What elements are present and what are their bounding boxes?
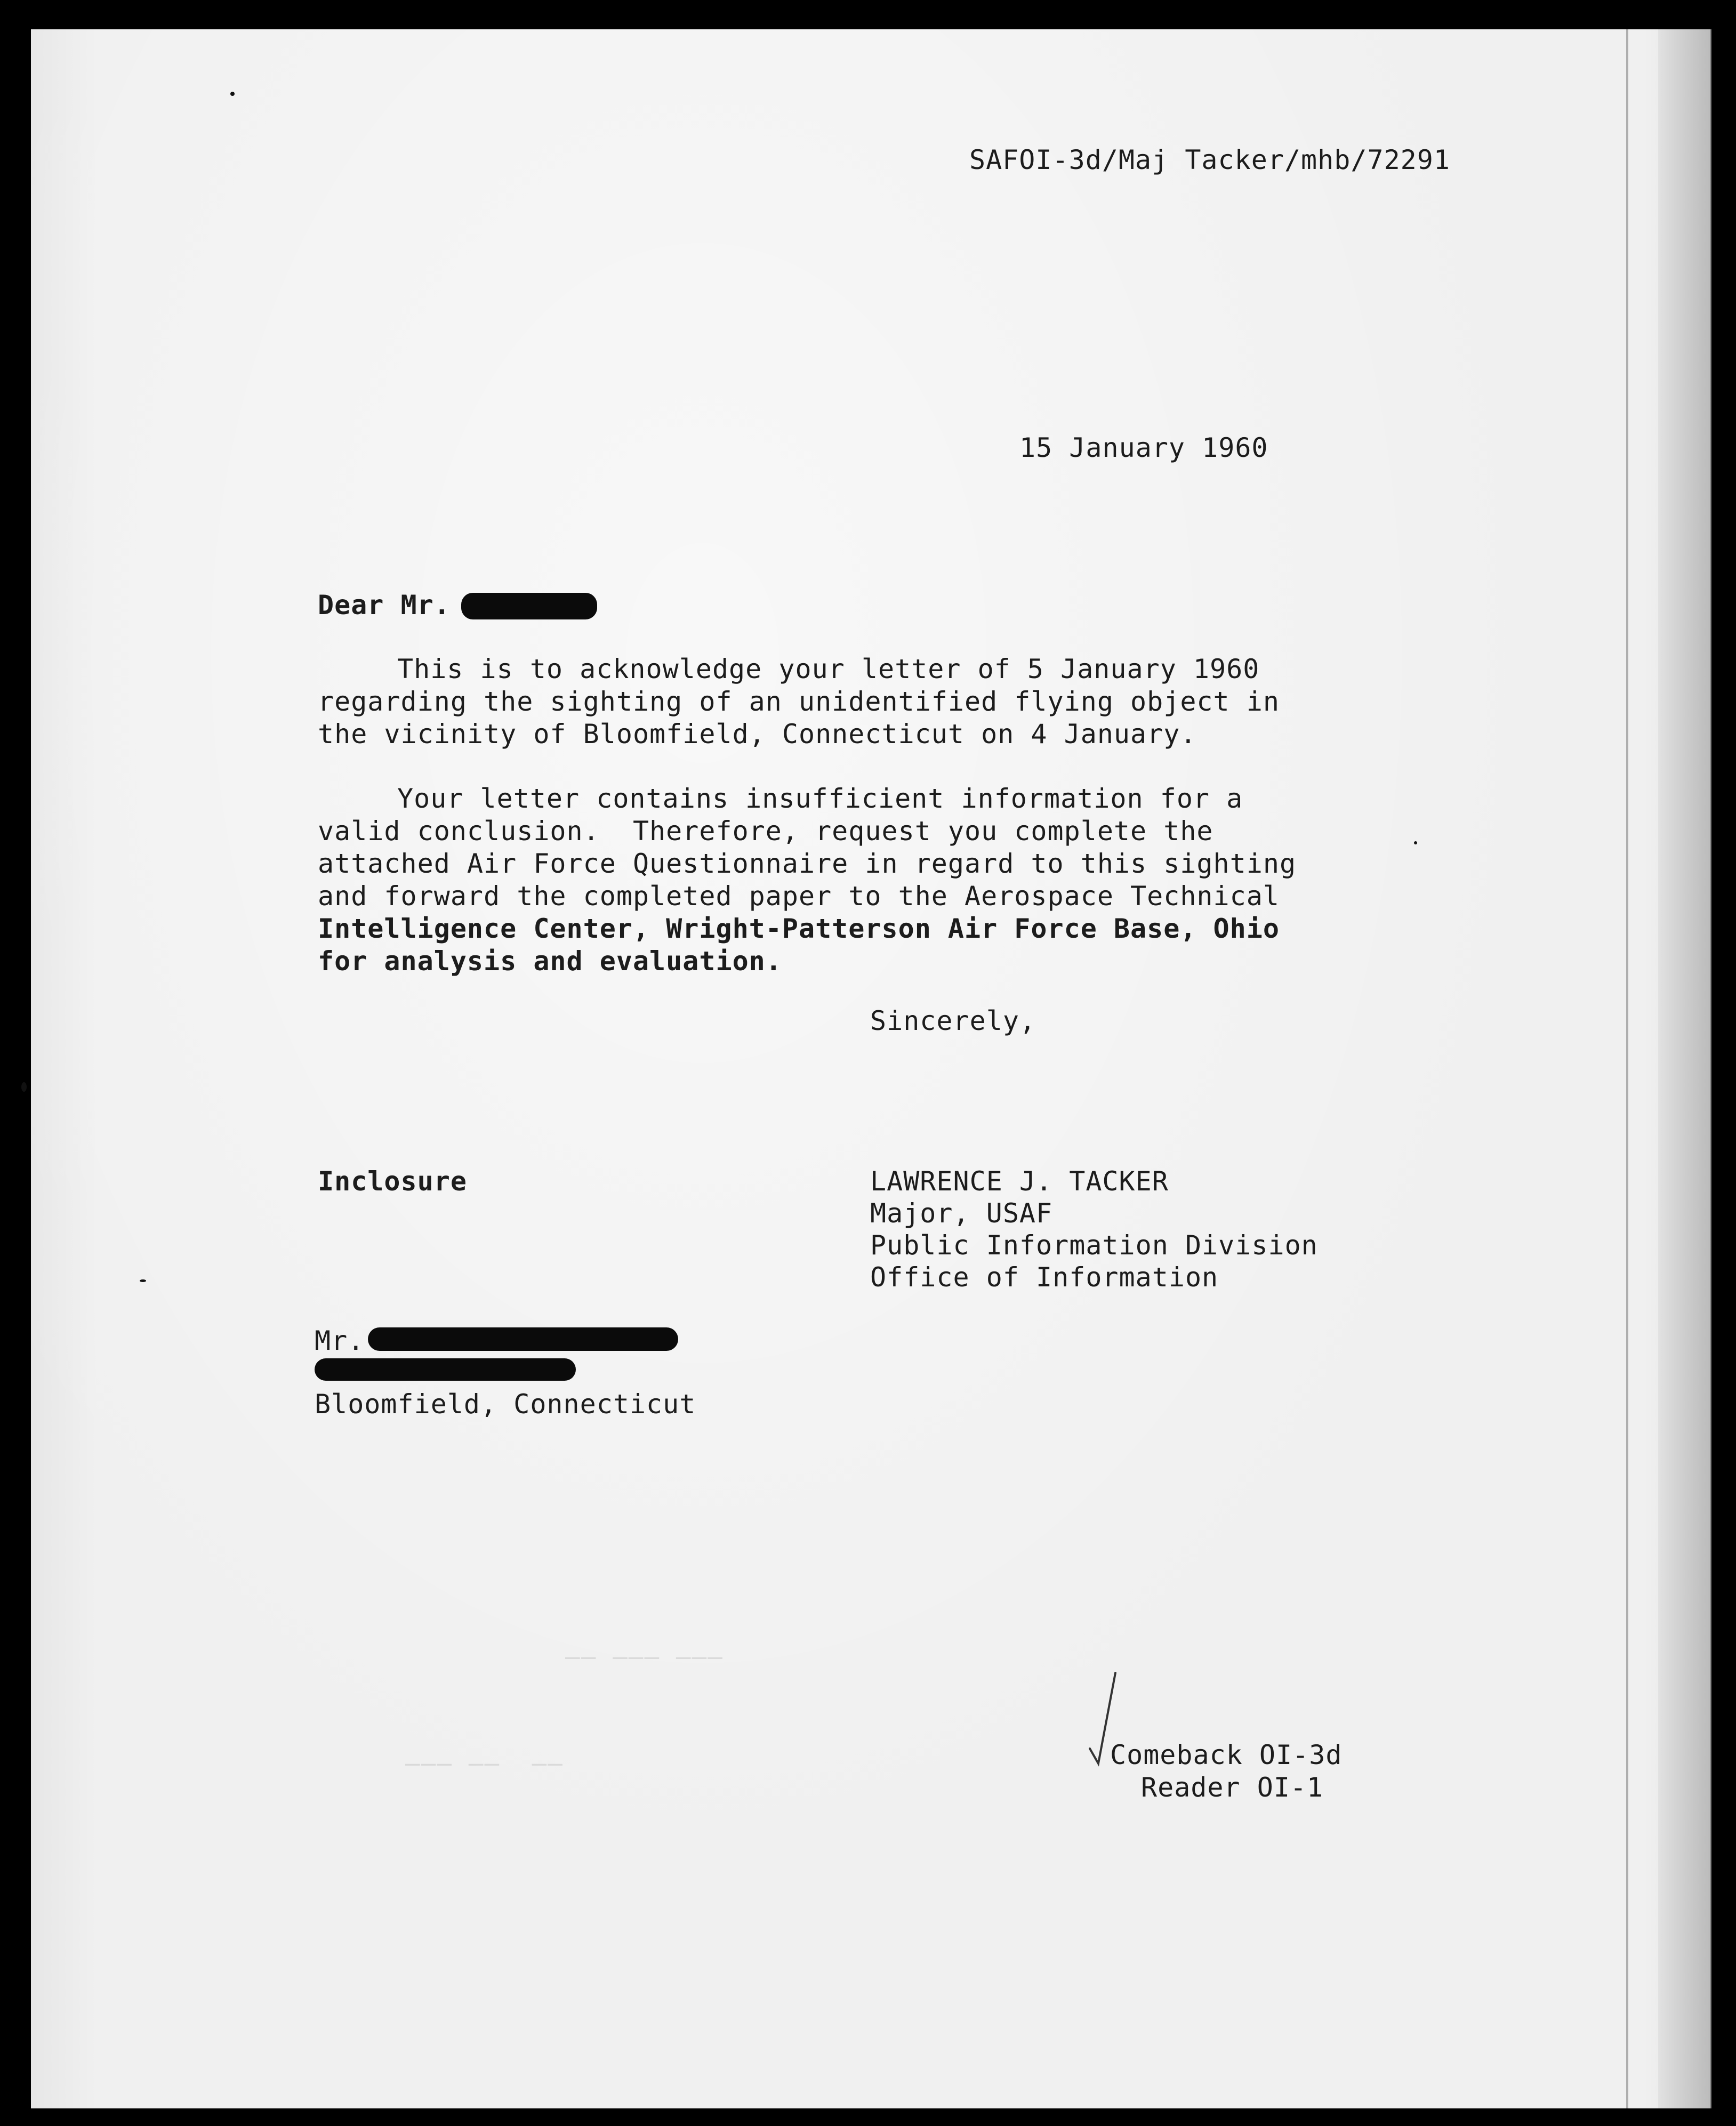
routing-comeback: Comeback OI-3d (1110, 1740, 1343, 1770)
body-paragraph-1-line-1: This is to acknowledge your letter of 5 January 1960 (397, 654, 1260, 684)
redaction-address-line-1 (368, 1327, 678, 1351)
body-paragraph-2-line-1: Your letter contains insufficient information for a (397, 783, 1243, 814)
signer-office: Office of Information (870, 1262, 1219, 1293)
address-city: Bloomfield, Connecticut (315, 1389, 696, 1420)
redaction-address-line-2 (315, 1358, 576, 1381)
salutation: Dear Mr. (318, 590, 451, 621)
bleed-through-mark: ——— —— —— (405, 1749, 564, 1777)
body-paragraph-2-line-3: attached Air Force Questionnaire in regard to this sighting (318, 848, 1297, 879)
body-paragraph-2-line-6: for analysis and evaluation. (318, 946, 782, 977)
closing: Sincerely, (870, 1005, 1036, 1036)
scan-speck (230, 92, 235, 96)
scan-speck (140, 1279, 146, 1282)
body-paragraph-2-line-5: Intelligence Center, Wright-Patterson Air Force Base, Ohio (318, 913, 1280, 944)
body-paragraph-2-line-2: valid conclusion. Therefore, request you complete the (318, 816, 1213, 847)
page-margin-shadow (1658, 29, 1711, 2108)
redaction-name (461, 593, 597, 619)
address-prefix: Mr. (315, 1325, 365, 1356)
enclosure-label: Inclosure (318, 1166, 467, 1197)
signer-division: Public Information Division (870, 1230, 1318, 1261)
scan-speck (21, 1082, 27, 1092)
signer-rank: Major, USAF (870, 1198, 1053, 1229)
letter-date: 15 January 1960 (1019, 432, 1268, 463)
bleed-through-mark: —— ——— ——— (565, 1642, 724, 1671)
body-paragraph-1-line-2: regarding the sighting of an unidentified flying object in (318, 686, 1280, 717)
scan-speck (1414, 841, 1417, 844)
body-paragraph-2-line-4: and forward the completed paper to the Aerospace Technical (318, 881, 1280, 912)
body-paragraph-1-line-3: the vicinity of Bloomfield, Connecticut on 4 January. (318, 719, 1197, 750)
reference-code: SAFOI-3d/Maj Tacker/mhb/72291 (969, 144, 1450, 175)
routing-reader: Reader OI-1 (1141, 1772, 1324, 1803)
page-fold-line (1626, 29, 1628, 2108)
letter-page (31, 29, 1710, 2108)
signer-name: LAWRENCE J. TACKER (870, 1166, 1169, 1197)
